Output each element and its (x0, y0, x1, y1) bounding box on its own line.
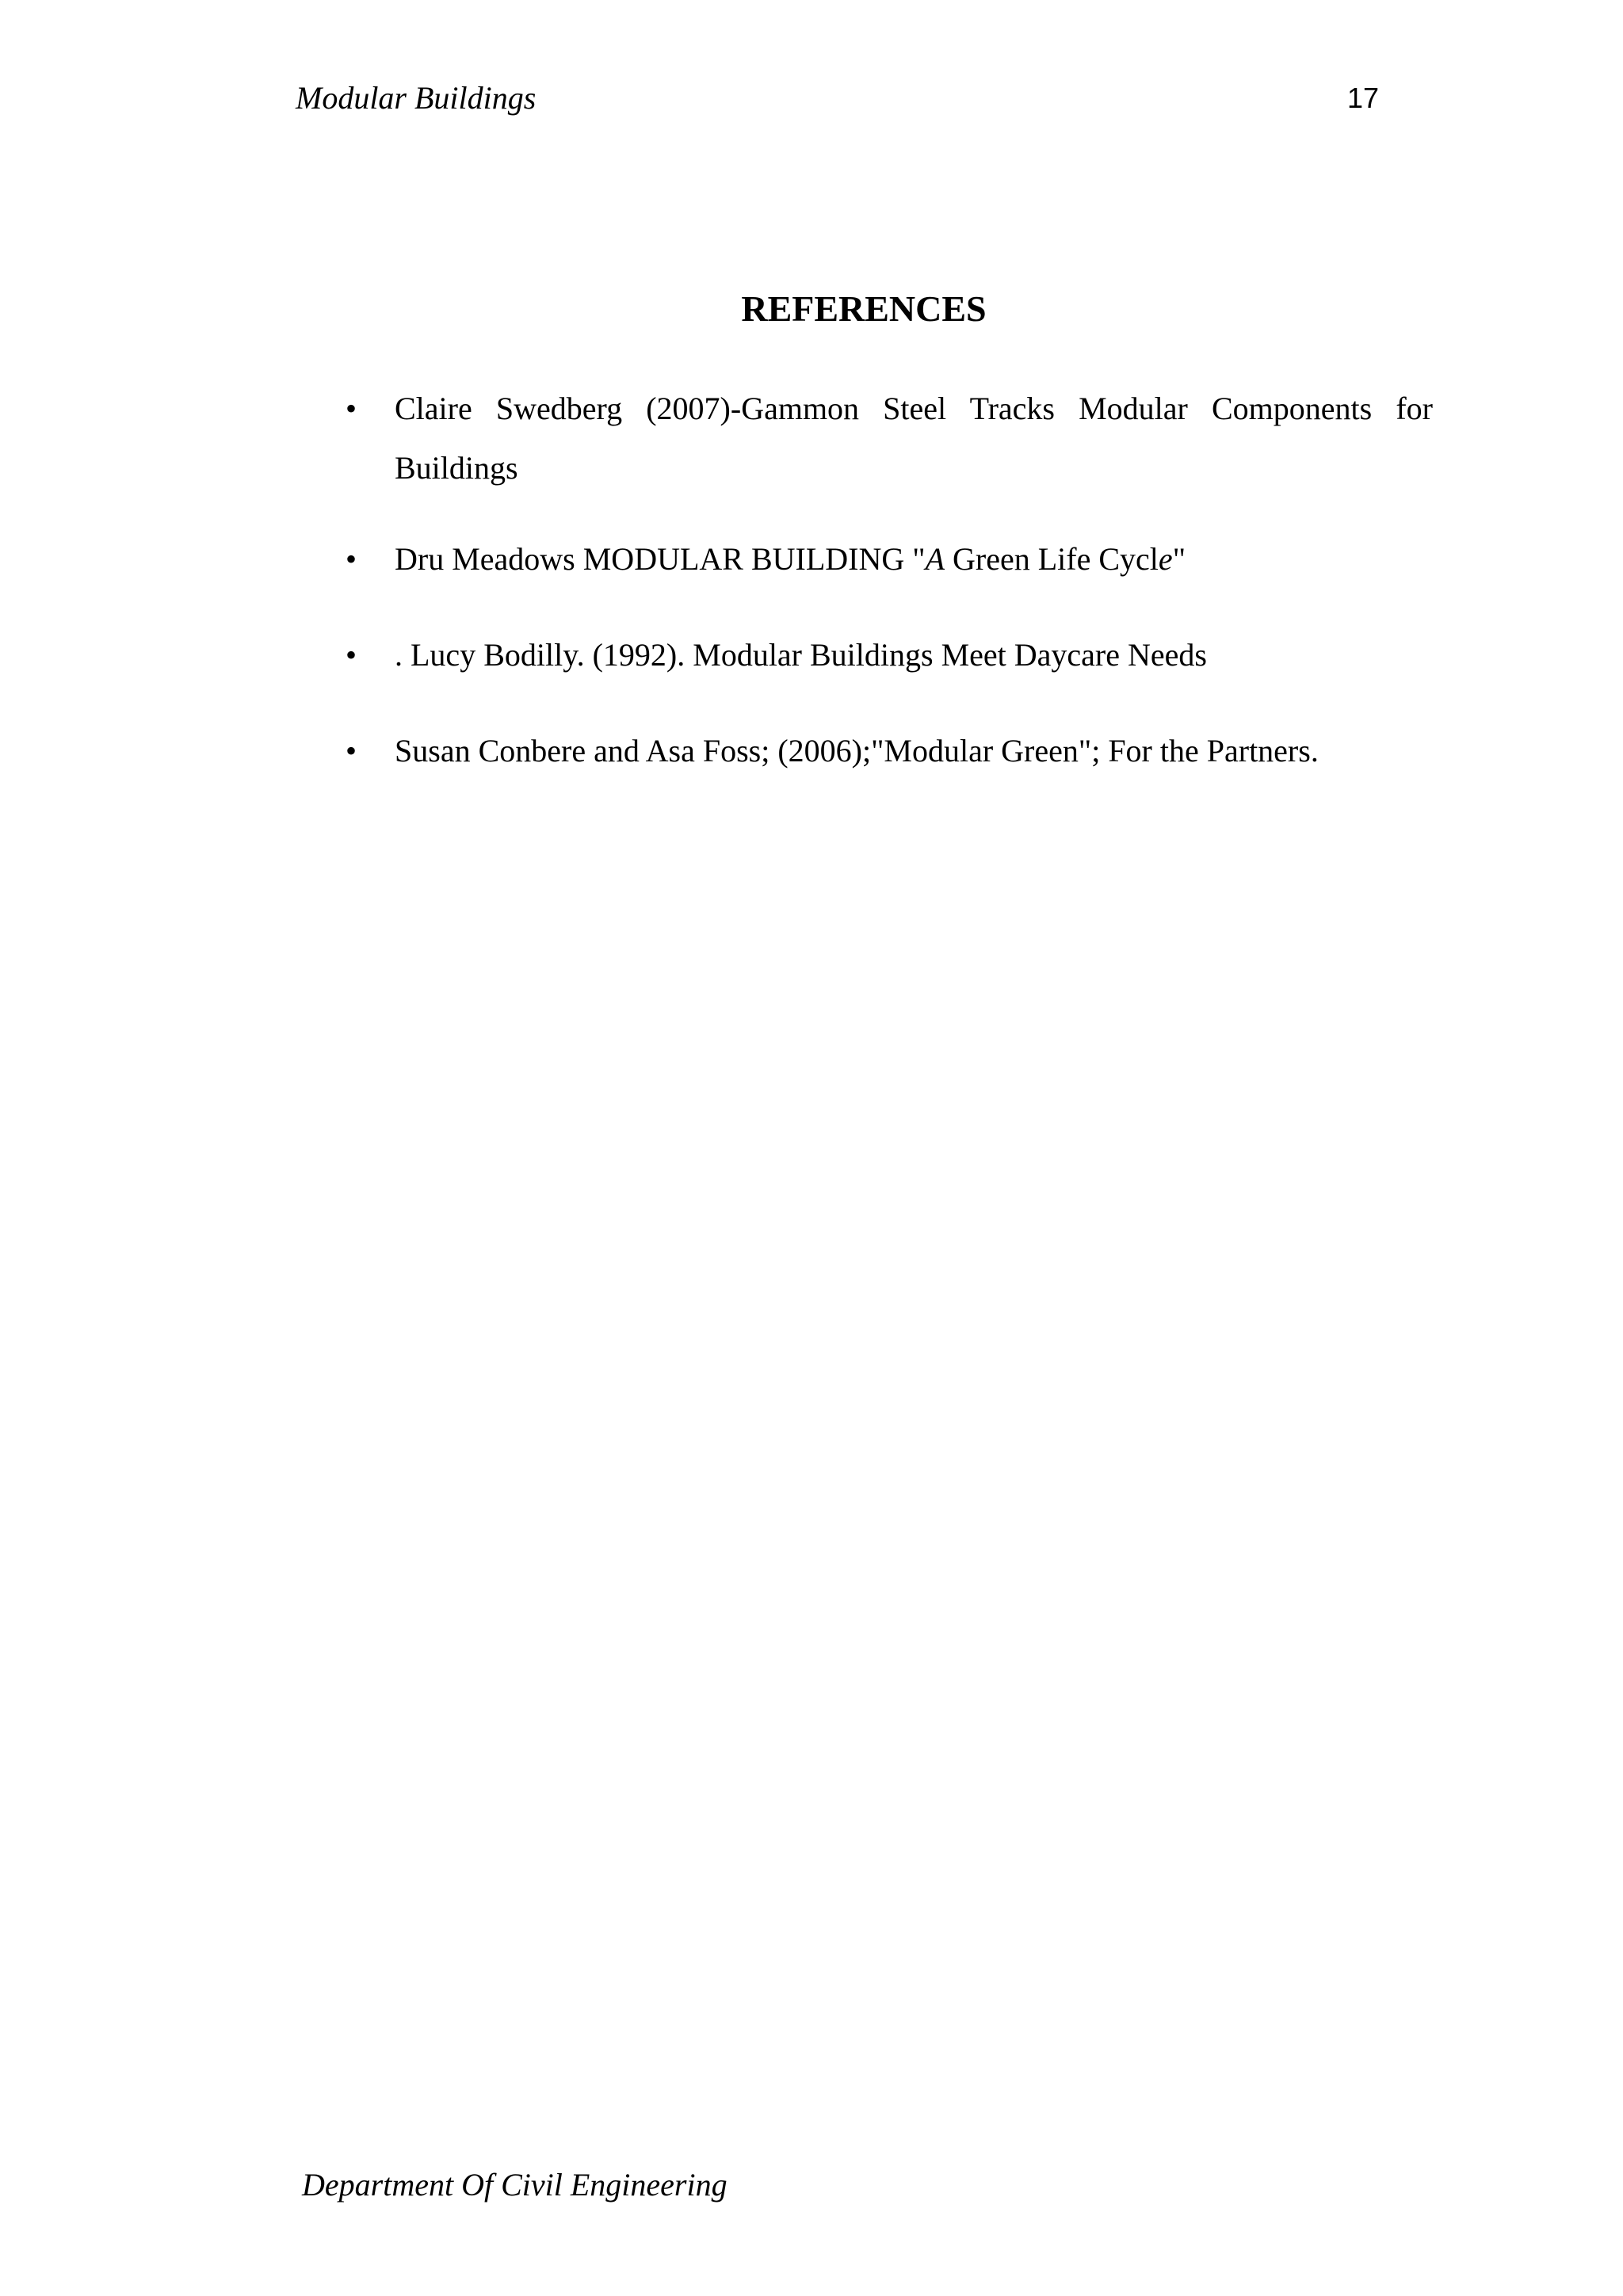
reference-item-4 (346, 721, 1433, 780)
references-heading: REFERENCES (741, 288, 987, 329)
page-number: 17 (1347, 82, 1380, 114)
bullet-icon: • (346, 391, 357, 426)
reference-text: . Lucy Bodilly. (1992). Modular Buildings Meet Daycare Needs (395, 637, 1207, 673)
reference-text-part: Dru Meadows MODULAR BUILDING " (395, 541, 926, 577)
reference-list (346, 379, 1433, 780)
reference-text-part: Green Life Cycl (945, 541, 1159, 577)
reference-text-part: " (1172, 541, 1186, 577)
reference-italic-part: e (1158, 541, 1173, 577)
reference-text: Claire Swedberg (2007)-Gammon Steel Tracks Modular Components for Buildings (395, 391, 1433, 486)
reference-item-1 (346, 379, 1433, 498)
bullet-icon: • (346, 637, 357, 673)
footer-department: Department Of Civil Engineering (302, 2167, 727, 2203)
reference-item-2 (346, 529, 1433, 589)
reference-text (395, 541, 1186, 577)
running-header-title: Modular Buildings (296, 80, 537, 116)
reference-item-3 (346, 625, 1433, 685)
reference-text: Susan Conbere and Asa Foss; (2006);"Modular Green"; For the Partners. (395, 733, 1319, 769)
bullet-icon: • (346, 733, 357, 769)
reference-italic-part: A (925, 541, 945, 577)
bullet-icon: • (346, 541, 357, 577)
